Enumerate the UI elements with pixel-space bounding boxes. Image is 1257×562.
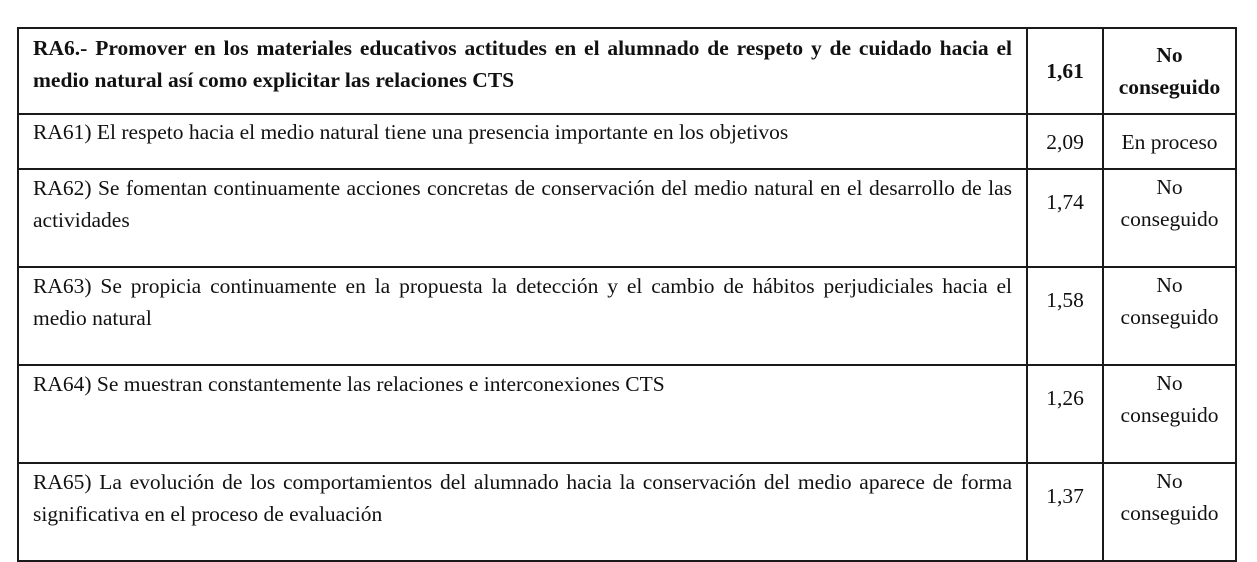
row-description: RA63) Se propicia continuamente en la propuesta la detección y el cambio de hábitos perjudiciales hacia el medio natural xyxy=(18,267,1027,365)
row-score: 1,26 xyxy=(1027,365,1103,463)
row-status-line1: En proceso xyxy=(1121,129,1218,154)
table-header-row xyxy=(18,28,1236,114)
table-row xyxy=(18,169,1236,267)
row-description: RA62) Se fomentan continuamente acciones concretas de conservación del medio natural en el desarrollo de las actividades xyxy=(18,169,1027,267)
table-row xyxy=(18,267,1236,365)
results-table xyxy=(17,27,1237,562)
row-score: 1,74 xyxy=(1027,169,1103,267)
header-score: 1,61 xyxy=(1027,28,1103,114)
row-status-line1: No xyxy=(1156,273,1183,297)
row-status xyxy=(1103,114,1236,169)
row-status-line1: No xyxy=(1156,469,1183,493)
row-description: RA64) Se muestran constantemente las relaciones e interconexiones CTS xyxy=(18,365,1027,463)
row-status-line2: conseguido xyxy=(1120,305,1219,329)
row-status xyxy=(1103,463,1236,561)
row-score: 1,37 xyxy=(1027,463,1103,561)
table-row xyxy=(18,463,1236,561)
row-status-line2: conseguido xyxy=(1120,207,1219,231)
row-status-line1: No xyxy=(1156,371,1183,395)
header-description: RA6.- Promover en los materiales educativos actitudes en el alumnado de respeto y de cuidado hacia el medio natural así como explicitar las relaciones CTS xyxy=(18,28,1027,114)
row-status-line1: No xyxy=(1156,175,1183,199)
row-status xyxy=(1103,365,1236,463)
table-row xyxy=(18,114,1236,169)
row-description: RA61) El respeto hacia el medio natural tiene una presencia importante en los objetivos xyxy=(18,114,1027,169)
header-status-line2: conseguido xyxy=(1118,75,1221,99)
row-description: RA65) La evolución de los comportamientos del alumnado hacia la conservación del medio aparece de forma significativa en el proceso de evaluación xyxy=(18,463,1027,561)
table-row xyxy=(18,365,1236,463)
header-status xyxy=(1103,28,1236,114)
row-status-line2: conseguido xyxy=(1120,501,1219,525)
header-status-line1: No xyxy=(1156,43,1183,67)
row-score: 2,09 xyxy=(1027,114,1103,169)
row-status xyxy=(1103,169,1236,267)
row-status-line2: conseguido xyxy=(1120,403,1219,427)
row-score: 1,58 xyxy=(1027,267,1103,365)
row-status xyxy=(1103,267,1236,365)
